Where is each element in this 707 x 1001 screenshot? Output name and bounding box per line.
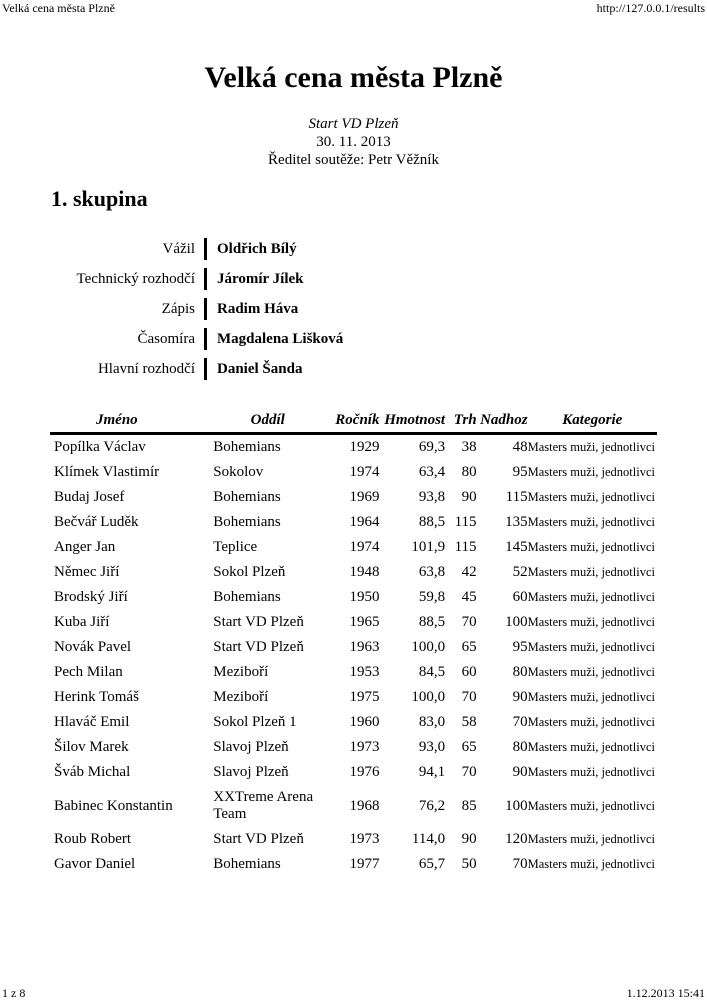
athlete-name: Roub Robert [54, 831, 132, 847]
table-row [50, 685, 657, 710]
category: Masters muži, jednotlivci [527, 640, 655, 654]
clean-jerk-result: 95 [512, 464, 528, 480]
body-weight: 93,0 [418, 739, 446, 755]
official-name: Daniel Šanda [217, 361, 303, 377]
athlete-name: Pech Milan [54, 664, 123, 680]
clean-jerk-result: 70 [512, 714, 528, 730]
body-weight: 101,9 [411, 539, 446, 555]
category: Masters muži, jednotlivci [527, 565, 655, 579]
birth-year: 1965 [349, 614, 380, 630]
athlete-club: Sokol Plzeň [213, 564, 286, 580]
table-row [50, 485, 657, 510]
clean-jerk-result: 145 [505, 539, 528, 555]
athlete-club: Bohemians [213, 856, 281, 872]
snatch-result: 115 [454, 514, 477, 530]
col-header-category: Kategorie [528, 408, 657, 434]
clean-jerk-result: 90 [512, 764, 528, 780]
birth-year: 1976 [349, 764, 380, 780]
table-row [50, 785, 657, 827]
athlete-club: XXTreme Arena Team [213, 789, 314, 822]
athlete-name: Brodský Jiří [54, 589, 128, 605]
competition-director: Ředitel soutěže: Petr Věžník [268, 152, 439, 168]
table-row [50, 827, 657, 852]
table-row [50, 760, 657, 785]
birth-year: 1953 [349, 664, 380, 680]
athlete-club: Meziboří [213, 664, 269, 680]
birth-year: 1977 [349, 856, 380, 872]
clean-jerk-result: 135 [505, 514, 528, 530]
birth-year: 1929 [349, 439, 380, 455]
athlete-name: Gavor Daniel [54, 856, 136, 872]
clean-jerk-result: 100 [505, 797, 528, 814]
category: Masters muži, jednotlivci [527, 665, 655, 679]
snatch-result: 58 [461, 714, 477, 730]
clean-jerk-result: 100 [505, 614, 528, 630]
clean-jerk-result: 90 [512, 689, 528, 705]
divider [204, 328, 207, 350]
divider [204, 238, 207, 260]
venue: Start VD Plzeň [308, 116, 399, 132]
category: Masters muži, jednotlivci [527, 690, 655, 704]
birth-year: 1960 [349, 714, 380, 730]
official-row [0, 236, 707, 262]
official-row [0, 266, 707, 292]
clean-jerk-result: 120 [505, 831, 528, 847]
category: Masters muži, jednotlivci [527, 515, 655, 529]
table-row [50, 635, 657, 660]
col-header-clean-jerk: Nadhoz [477, 408, 528, 434]
snatch-result: 70 [461, 689, 477, 705]
col-header-snatch: Trh [445, 408, 476, 434]
group-heading: 1. skupina [51, 186, 148, 211]
snatch-result: 45 [461, 589, 477, 605]
clean-jerk-result: 70 [512, 856, 528, 872]
birth-year: 1969 [349, 489, 380, 505]
document-title: Velká cena města Plzně [204, 61, 503, 94]
table-row [50, 710, 657, 735]
athlete-name: Anger Jan [54, 539, 116, 555]
page-title-header: Velká cena města Plzně [2, 1, 115, 15]
col-header-year: Ročník [326, 408, 379, 434]
official-role: Zápis [161, 301, 195, 317]
body-weight: 88,5 [418, 614, 446, 630]
snatch-result: 90 [461, 831, 477, 847]
snatch-result: 80 [461, 464, 477, 480]
body-weight: 76,2 [418, 797, 446, 814]
official-role: Vážil [162, 241, 195, 257]
category: Masters muži, jednotlivci [527, 490, 655, 504]
snatch-result: 38 [461, 439, 477, 455]
official-row [0, 296, 707, 322]
page-url[interactable]: http://127.0.0.1/results [596, 1, 705, 15]
athlete-club: Bohemians [213, 514, 281, 530]
athlete-club: Slavoj Plzeň [213, 739, 289, 755]
athlete-club: Bohemians [213, 589, 281, 605]
clean-jerk-result: 80 [512, 739, 528, 755]
official-role: Technický rozhodčí [76, 271, 195, 287]
athlete-name: Klímek Vlastimír [54, 464, 160, 480]
body-weight: 114,0 [411, 831, 446, 847]
page-counter: 1 z 8 [2, 986, 26, 1000]
athlete-club: Bohemians [213, 439, 281, 455]
athlete-club: Slavoj Plzeň [213, 764, 289, 780]
table-row [50, 585, 657, 610]
official-row [0, 356, 707, 382]
print-header [0, 0, 707, 16]
athlete-club: Teplice [213, 539, 258, 555]
results-header-row [50, 408, 657, 434]
birth-year: 1974 [349, 464, 380, 480]
official-role: Hlavní rozhodčí [97, 361, 195, 377]
athlete-club: Meziboří [213, 689, 269, 705]
athlete-club: Sokolov [213, 464, 264, 480]
snatch-result: 42 [461, 564, 477, 580]
clean-jerk-result: 95 [512, 639, 528, 655]
col-header-weight: Hmotnost [379, 408, 445, 434]
snatch-result: 70 [461, 614, 477, 630]
athlete-club: Bohemians [213, 489, 281, 505]
clean-jerk-result: 115 [505, 489, 528, 505]
clean-jerk-result: 48 [512, 439, 528, 455]
body-weight: 63,4 [418, 464, 446, 480]
athlete-name: Novák Pavel [54, 639, 132, 655]
table-row [50, 434, 657, 461]
official-name: Radim Háva [217, 301, 299, 317]
birth-year: 1948 [349, 564, 380, 580]
athlete-name: Babinec Konstantin [54, 797, 173, 814]
category: Masters muži, jednotlivci [527, 540, 655, 554]
clean-jerk-result: 80 [512, 664, 528, 680]
table-row [50, 660, 657, 685]
body-weight: 59,8 [418, 589, 446, 605]
athlete-name: Herink Tomáš [54, 689, 139, 705]
official-role: Časomíra [137, 331, 195, 347]
athlete-name: Kuba Jiří [54, 614, 110, 630]
body-weight: 83,0 [418, 714, 446, 730]
body-weight: 100,0 [411, 639, 446, 655]
birth-year: 1950 [349, 589, 380, 605]
athlete-club: Start VD Plzeň [213, 639, 304, 655]
category: Masters muži, jednotlivci [527, 765, 655, 779]
official-name: Magdalena Lišková [217, 331, 344, 347]
snatch-result: 70 [461, 764, 477, 780]
category: Masters muži, jednotlivci [527, 590, 655, 604]
table-row [50, 735, 657, 760]
body-weight: 93,8 [418, 489, 446, 505]
body-weight: 65,7 [418, 856, 446, 872]
table-row [50, 535, 657, 560]
official-name: Járomír Jílek [217, 271, 304, 287]
athlete-club: Start VD Plzeň [213, 614, 304, 630]
clean-jerk-result: 52 [512, 564, 528, 580]
athlete-name: Budaj Josef [54, 489, 125, 505]
snatch-result: 65 [461, 739, 477, 755]
table-row [50, 610, 657, 635]
snatch-result: 50 [461, 856, 477, 872]
body-weight: 88,5 [418, 514, 446, 530]
body-weight: 94,1 [418, 764, 446, 780]
category: Masters muži, jednotlivci [527, 615, 655, 629]
snatch-result: 115 [454, 539, 477, 555]
snatch-result: 60 [461, 664, 477, 680]
official-name: Oldřich Bílý [217, 241, 297, 257]
athlete-club: Start VD Plzeň [213, 831, 304, 847]
divider [204, 298, 207, 320]
col-header-name: Jméno [50, 408, 209, 434]
body-weight: 69,3 [418, 439, 446, 455]
birth-year: 1975 [349, 689, 380, 705]
birth-year: 1968 [349, 797, 380, 814]
athlete-name: Šváb Michal [54, 764, 131, 780]
category: Masters muži, jednotlivci [527, 465, 655, 479]
official-row [0, 326, 707, 352]
athlete-name: Popílka Václav [54, 439, 146, 455]
table-row [50, 852, 657, 877]
body-weight: 63,8 [418, 564, 446, 580]
table-row [50, 460, 657, 485]
snatch-result: 65 [461, 639, 477, 655]
category: Masters muži, jednotlivci [527, 798, 655, 813]
snatch-result: 90 [461, 489, 477, 505]
athlete-club: Sokol Plzeň 1 [213, 714, 297, 730]
category: Masters muži, jednotlivci [527, 715, 655, 729]
birth-year: 1973 [349, 831, 380, 847]
birth-year: 1973 [349, 739, 380, 755]
body-weight: 84,5 [418, 664, 446, 680]
print-footer [0, 984, 707, 1000]
table-row [50, 560, 657, 585]
results-table [50, 408, 657, 877]
athlete-name: Bečvář Luděk [54, 514, 139, 530]
birth-year: 1964 [349, 514, 380, 530]
birth-year: 1963 [349, 639, 380, 655]
col-header-club: Oddíl [209, 408, 326, 434]
divider [204, 268, 207, 290]
snatch-result: 85 [461, 797, 477, 814]
athlete-name: Šilov Marek [54, 739, 129, 755]
athlete-name: Němec Jiří [54, 564, 120, 580]
category: Masters muži, jednotlivci [527, 857, 655, 871]
divider [204, 358, 207, 380]
event-date: 30. 11. 2013 [316, 134, 391, 150]
category: Masters muži, jednotlivci [527, 832, 655, 846]
body-weight: 100,0 [411, 689, 446, 705]
category: Masters muži, jednotlivci [527, 740, 655, 754]
print-timestamp: 1.12.2013 15:41 [626, 986, 705, 1000]
athlete-name: Hlaváč Emil [54, 714, 130, 730]
birth-year: 1974 [349, 539, 380, 555]
category: Masters muži, jednotlivci [527, 440, 655, 454]
clean-jerk-result: 60 [512, 589, 528, 605]
table-row [50, 510, 657, 535]
